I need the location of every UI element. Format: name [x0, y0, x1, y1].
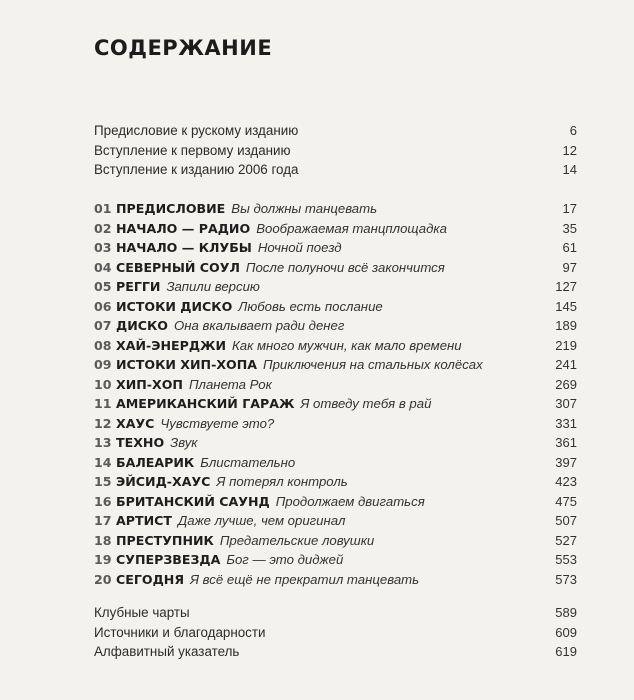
page-number: 145 — [555, 298, 577, 314]
chapter-subtitle: После полуночи всё закончится — [245, 259, 445, 275]
entry-left — [94, 279, 260, 294]
entry-title: Вступление к изданию 2006 года — [94, 162, 299, 177]
chapter-entry — [94, 338, 577, 358]
entry-left — [94, 552, 343, 567]
front-matter-list — [94, 123, 577, 182]
entry-left — [94, 416, 274, 431]
entry-left — [94, 605, 190, 620]
page-number: 17 — [562, 201, 577, 216]
chapter-entry — [94, 494, 577, 514]
chapter-subtitle: Я потерял контроль — [216, 474, 348, 489]
entry-title: Предисловие к рускому изданию — [94, 123, 299, 138]
chapter-entry — [94, 318, 577, 338]
chapter-number: 10 — [94, 376, 112, 392]
chapter-number: 19 — [94, 552, 112, 567]
page-number: 527 — [555, 532, 577, 548]
chapter-number: 01 — [94, 201, 112, 216]
entry-left — [94, 260, 445, 275]
chapter-subtitle: Блистательно — [200, 454, 296, 470]
chapter-number: 07 — [94, 318, 112, 333]
entry-left — [94, 396, 431, 411]
chapter-subtitle: Планета Рок — [188, 376, 272, 392]
chapter-title: СУПЕРЗВЕЗДА — [116, 552, 221, 567]
chapter-entry — [94, 240, 577, 260]
entry-left — [94, 143, 291, 158]
chapter-entry — [94, 533, 577, 553]
chapter-title: НАЧАЛО — РАДИО — [116, 220, 251, 236]
chapter-number: 13 — [94, 435, 112, 450]
entry-left — [94, 338, 462, 353]
chapter-subtitle: Даже лучше, чем оригинал — [177, 513, 346, 528]
chapter-entry — [94, 299, 577, 319]
chapter-entry — [94, 513, 577, 533]
chapter-number: 09 — [94, 357, 112, 372]
chapter-entry — [94, 474, 577, 494]
chapter-entry — [94, 455, 577, 475]
chapter-subtitle: Вы должны танцевать — [231, 201, 378, 216]
toc-entry — [94, 625, 577, 645]
entry-title: Вступление к первому изданию — [94, 142, 291, 158]
chapter-entry — [94, 396, 577, 416]
chapter-title: ХАЙ-ЭНЕРДЖИ — [116, 337, 227, 353]
toc-entry — [94, 123, 577, 143]
chapter-title: ДИСКО — [116, 318, 168, 333]
chapter-number: 20 — [94, 571, 112, 587]
page-number: 573 — [555, 571, 577, 587]
chapter-number: 03 — [94, 240, 112, 255]
entry-left — [94, 123, 298, 138]
entry-left — [94, 455, 295, 470]
page-number: 619 — [555, 644, 577, 659]
toc-entry — [94, 605, 577, 625]
page-title: СОДЕРЖАНИЕ — [94, 36, 273, 60]
chapter-title: ХАУС — [116, 415, 155, 431]
chapter-title: СЕВЕРНЫЙ СОУЛ — [116, 259, 240, 275]
page-number: 507 — [555, 513, 577, 528]
chapter-subtitle: Звук — [170, 435, 198, 450]
entry-left — [94, 644, 239, 659]
page-number: 423 — [555, 474, 577, 489]
entry-title: Клубные чарты — [94, 605, 190, 620]
entry-left — [94, 474, 348, 489]
page-number: 331 — [555, 415, 577, 431]
entry-title: Алфавитный указатель — [94, 644, 240, 659]
chapter-number: 05 — [94, 279, 112, 294]
page-number: 269 — [555, 376, 577, 392]
entry-left — [94, 221, 447, 236]
entry-left — [94, 435, 198, 450]
chapter-entry — [94, 260, 577, 280]
page-number: 241 — [555, 357, 577, 372]
chapter-title: РЕГГИ — [116, 279, 161, 294]
chapter-title: ТЕХНО — [116, 435, 165, 450]
entry-left — [94, 299, 383, 314]
chapter-title: ЭЙСИД-ХАУС — [116, 474, 211, 489]
chapter-entry — [94, 552, 577, 572]
page-number: 219 — [555, 337, 577, 353]
chapter-title: ИСТОКИ ХИП-ХОПА — [116, 357, 258, 372]
page-number: 14 — [562, 162, 577, 177]
chapter-subtitle: Я отведу тебя в рай — [300, 396, 432, 411]
chapter-title: БРИТАНСКИЙ САУНД — [116, 493, 270, 509]
chapter-subtitle: Запили версию — [166, 279, 260, 294]
entry-left — [94, 240, 342, 255]
page-number: 361 — [555, 435, 577, 450]
chapter-title: БАЛЕАРИК — [116, 454, 195, 470]
chapter-subtitle: Бог — это диджей — [226, 552, 344, 567]
chapter-subtitle: Она вкалывает ради денег — [174, 318, 345, 333]
entry-left — [94, 513, 345, 528]
entry-left — [94, 572, 419, 587]
chapter-subtitle: Ночной поезд — [257, 240, 342, 255]
chapter-title: ХИП-ХОП — [116, 376, 183, 392]
chapter-number: 02 — [94, 220, 112, 236]
chapter-subtitle: Я всё ещё не прекратил танцевать — [190, 571, 420, 587]
chapter-entry — [94, 572, 577, 592]
chapter-title: ПРЕДИСЛОВИЕ — [116, 201, 226, 216]
chapter-title: СЕГОДНЯ — [116, 571, 185, 587]
chapter-subtitle: Как много мужчин, как мало времени — [232, 337, 462, 353]
page-number: 307 — [555, 396, 577, 411]
page-number: 397 — [555, 454, 577, 470]
page-number: 61 — [562, 240, 577, 255]
chapter-title: АРТИСТ — [116, 513, 172, 528]
chapter-entry — [94, 201, 577, 221]
page-number: 12 — [562, 142, 577, 158]
chapter-number: 12 — [94, 415, 112, 431]
chapter-entry — [94, 221, 577, 241]
chapter-entry — [94, 416, 577, 436]
page-number: 589 — [555, 605, 577, 620]
chapter-subtitle: Предательские ловушки — [219, 532, 375, 548]
back-matter-list — [94, 605, 577, 664]
entry-left — [94, 494, 425, 509]
chapter-subtitle: Воображаемая танцплощадка — [256, 220, 447, 236]
page-number: 6 — [569, 123, 577, 138]
page-number: 609 — [555, 624, 577, 640]
page-number: 189 — [555, 318, 577, 333]
chapter-subtitle: Чувствуете это? — [160, 415, 275, 431]
chapter-title: АМЕРИКАНСКИЙ ГАРАЖ — [116, 396, 295, 411]
entry-left — [94, 625, 266, 640]
page-number: 553 — [555, 552, 577, 567]
toc-entry — [94, 143, 577, 163]
chapter-number: 14 — [94, 454, 112, 470]
chapter-entry — [94, 357, 577, 377]
chapter-list — [94, 201, 577, 591]
page-number: 475 — [555, 493, 577, 509]
entry-left — [94, 533, 374, 548]
chapter-subtitle: Продолжаем двигаться — [275, 493, 425, 509]
chapter-subtitle: Любовь есть послание — [238, 298, 383, 314]
entry-left — [94, 162, 298, 177]
entry-left — [94, 318, 344, 333]
chapter-number: 06 — [94, 298, 112, 314]
chapter-number: 18 — [94, 532, 112, 548]
entry-title: Источники и благодарности — [94, 624, 266, 640]
toc-entry — [94, 644, 577, 664]
page-number: 97 — [562, 259, 577, 275]
page-number: 127 — [555, 279, 577, 294]
chapter-entry — [94, 435, 577, 455]
chapter-number: 08 — [94, 337, 112, 353]
chapter-subtitle: Приключения на стальных колёсах — [263, 357, 483, 372]
chapter-number: 11 — [94, 396, 112, 411]
chapter-title: ИСТОКИ ДИСКО — [116, 298, 233, 314]
chapter-entry — [94, 279, 577, 299]
chapter-number: 15 — [94, 474, 112, 489]
chapter-title: ПРЕСТУПНИК — [116, 532, 214, 548]
chapter-entry — [94, 377, 577, 397]
toc-entry — [94, 162, 577, 182]
chapter-number: 16 — [94, 493, 112, 509]
entry-left — [94, 377, 272, 392]
chapter-title: НАЧАЛО — КЛУБЫ — [116, 240, 252, 255]
chapter-number: 17 — [94, 513, 112, 528]
page-number: 35 — [562, 220, 577, 236]
chapter-number: 04 — [94, 259, 112, 275]
entry-left — [94, 357, 483, 372]
entry-left — [94, 201, 377, 216]
